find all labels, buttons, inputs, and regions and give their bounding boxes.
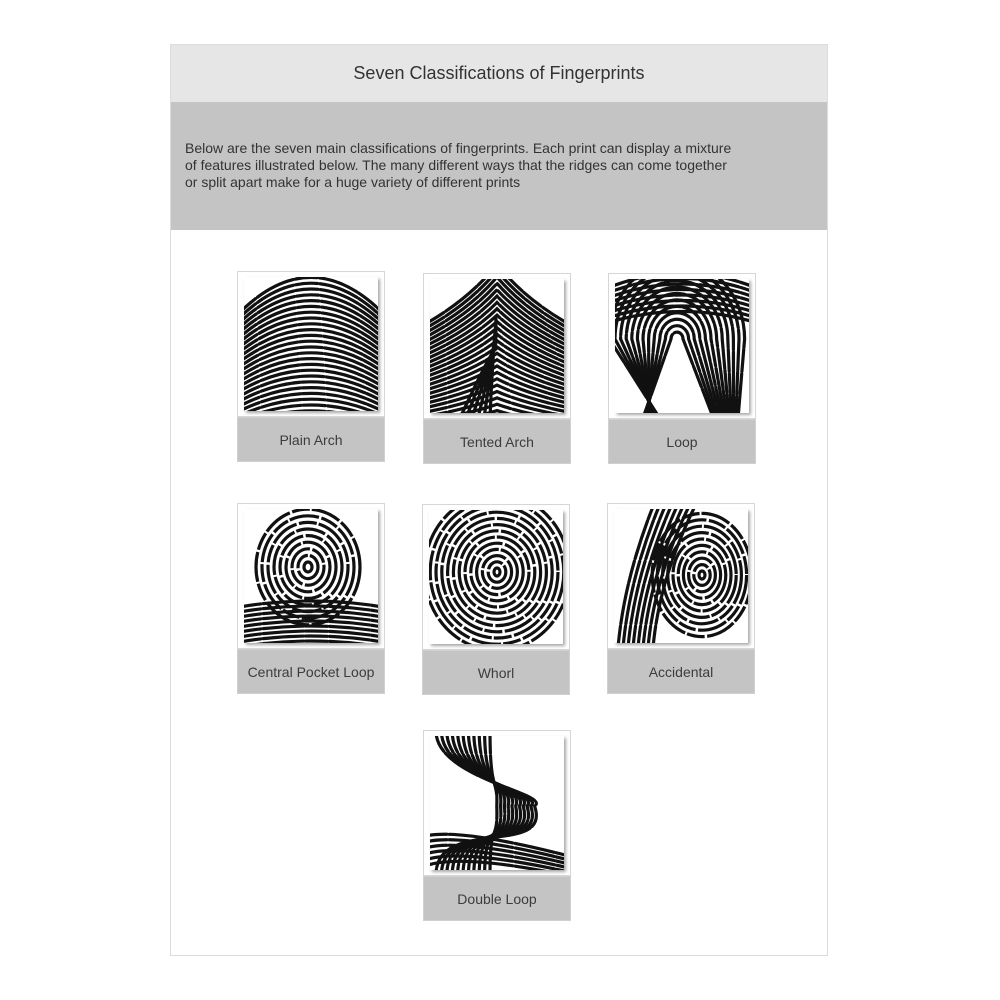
caption-whorl: Whorl: [422, 650, 570, 695]
card-double-loop: [423, 730, 571, 921]
card-central-pocket-loop: [237, 503, 385, 694]
whorl-fingerprint-icon: [429, 510, 563, 644]
page-title: Seven Classifications of Fingerprints: [353, 63, 645, 83]
card-whorl: [422, 504, 570, 695]
caption-central-pocket-loop: Central Pocket Loop: [237, 649, 385, 694]
central-pocket-loop-fingerprint-icon: [244, 509, 378, 643]
title-bar: [171, 45, 827, 102]
accidental-fingerprint-icon: [614, 509, 748, 643]
intro-text: Below are the seven main classifications of fingerprints. Each print can display a mixture of features illustrated below. The many different ways that the ridges can come together or split apart make for a huge variety of different prints: [185, 140, 732, 190]
plain-arch-fingerprint-icon: [244, 277, 378, 411]
caption-accidental: Accidental: [607, 649, 755, 694]
card-loop: [608, 273, 756, 464]
print-frame: [608, 273, 756, 419]
card-plain-arch: [237, 271, 385, 462]
intro-bar: [171, 102, 827, 230]
print-frame: [607, 503, 755, 649]
card-tented-arch: [423, 273, 571, 464]
caption-tented-arch: Tented Arch: [423, 419, 571, 464]
loop-fingerprint-icon: [615, 279, 749, 413]
classification-sheet: [170, 44, 828, 956]
card-accidental: [607, 503, 755, 694]
print-frame: [422, 504, 570, 650]
caption-double-loop: Double Loop: [423, 876, 571, 921]
double-loop-fingerprint-icon: [430, 736, 564, 870]
caption-loop: Loop: [608, 419, 756, 464]
caption-plain-arch: Plain Arch: [237, 417, 385, 462]
print-frame: [237, 271, 385, 417]
print-frame: [423, 730, 571, 876]
print-frame: [423, 273, 571, 419]
print-frame: [237, 503, 385, 649]
tented-arch-fingerprint-icon: [430, 279, 564, 413]
